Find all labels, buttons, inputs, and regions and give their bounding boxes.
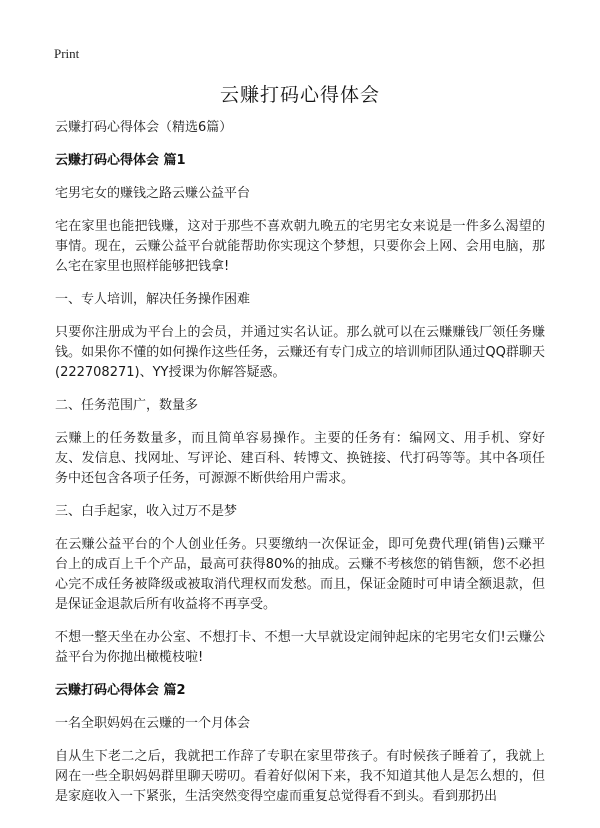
paragraph: 三、白手起家，收入过万不是梦 <box>55 504 238 519</box>
paragraph: 只要你注册成为平台上的会员，并通过实名认证。那么就可以在云赚赚钱厂领任务赚钱。如果你不懂的如何操作这些任务，云赚还有专门成立的培训师团队通过QQ群聊天(222708271)、YY授课为你解答疑惑。 <box>55 325 545 380</box>
print-link[interactable]: Print <box>54 46 80 61</box>
paragraph: 自从生下老二之后，我就把工作辞了专职在家里带孩子。有时候孩子睡着了，我就上网在一些全职妈妈群里聊天唠叨。看着好似闲下来，我不知道其他人是怎么想的，但是家庭收入一下紧张，生活突然变得空虚而重复总觉得看不到头。看到那扔出 <box>55 749 545 804</box>
paragraph: 二、任务范围广，数量多 <box>55 398 199 413</box>
paragraph: 一名全职妈妈在云赚的一个月体会 <box>55 716 251 731</box>
paragraph: 不想一整天坐在办公室、不想打卡、不想一大早就设定闹钟起床的宅男宅女们!云赚公益平台为你抛出橄榄枝啦! <box>55 630 545 665</box>
paragraph: 在云赚公益平台的个人创业任务。只要缴纳一次保证金，即可免费代理(销售)云赚平台上的成百上千个产品，最高可获得80%的抽成。云赚不考核您的销售额，您不必担心完不成任务被降级或被取消代理权而发愁。而且，保证金随时可申请全额退款，但是保证金退款后所有收益将不再享受。 <box>55 537 545 612</box>
document-body <box>55 118 545 807</box>
paragraph: 一、专人培训，解决任务操作困难 <box>55 292 251 307</box>
paragraph: 云赚上的任务数量多，而且简单容易操作。主要的任务有：编网文、用手机、穿好友、发信息、找网址、写评论、建百科、转博文、换链接、代打码等等。其中各项任务中还包含各项子任务，可源源不断供给用户需求。 <box>55 431 545 486</box>
paragraph: 宅男宅女的赚钱之路云赚公益平台 <box>55 186 251 201</box>
section-heading: 云赚打码心得体会 篇2 <box>55 683 186 698</box>
subtitle: 云赚打码心得体会（精选6篇） <box>55 120 233 135</box>
section-heading: 云赚打码心得体会 篇1 <box>55 153 186 168</box>
document-title: 云赚打码心得体会 <box>219 84 380 106</box>
paragraph: 宅在家里也能把钱赚，这对于那些不喜欢朝九晚五的宅男宅女来说是一件多么渴望的事情。现在，云赚公益平台就能帮助你实现这个梦想，只要你会上网、会用电脑，那么宅在家里也照样能够把钱拿! <box>55 219 545 274</box>
